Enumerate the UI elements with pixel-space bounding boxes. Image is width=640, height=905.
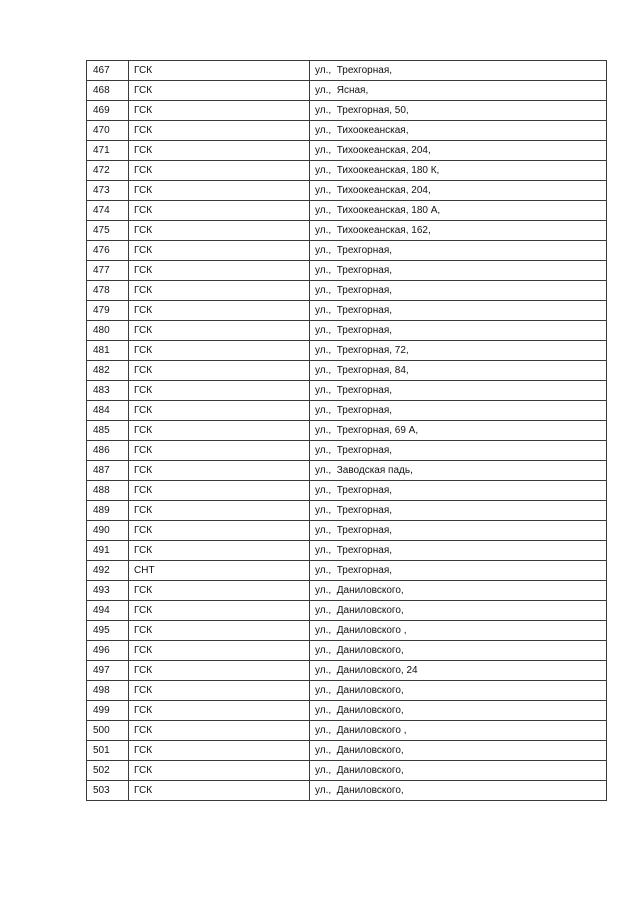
- row-number-cell: 475: [87, 221, 129, 241]
- table-row: [87, 521, 607, 541]
- table-row: [87, 381, 607, 401]
- address-cell: ул., Даниловского ,: [310, 721, 607, 741]
- address-cell: ул., Трехгорная,: [310, 321, 607, 341]
- row-number-cell: 491: [87, 541, 129, 561]
- object-type-cell: ГСК: [129, 101, 310, 121]
- row-number-cell: 487: [87, 461, 129, 481]
- address-cell: ул., Даниловского,: [310, 761, 607, 781]
- object-type-cell: СНТ: [129, 561, 310, 581]
- row-number-cell: 470: [87, 121, 129, 141]
- row-number-cell: 476: [87, 241, 129, 261]
- table-row: [87, 721, 607, 741]
- table-row: [87, 761, 607, 781]
- address-cell: ул., Трехгорная,: [310, 501, 607, 521]
- table-row: [87, 221, 607, 241]
- object-type-cell: ГСК: [129, 541, 310, 561]
- object-type-cell: ГСК: [129, 121, 310, 141]
- address-cell: ул., Даниловского,: [310, 681, 607, 701]
- table-row: [87, 581, 607, 601]
- table-row: [87, 701, 607, 721]
- address-cell: ул., Даниловского,: [310, 641, 607, 661]
- table-row: [87, 621, 607, 641]
- address-cell: ул., Трехгорная,: [310, 241, 607, 261]
- row-number-cell: 478: [87, 281, 129, 301]
- address-cell: ул., Ясная,: [310, 81, 607, 101]
- row-number-cell: 496: [87, 641, 129, 661]
- address-cell: ул., Даниловского,: [310, 581, 607, 601]
- row-number-cell: 477: [87, 261, 129, 281]
- object-type-cell: ГСК: [129, 421, 310, 441]
- address-cell: ул., Тихоокеанская, 180 К,: [310, 161, 607, 181]
- object-type-cell: ГСК: [129, 241, 310, 261]
- object-type-cell: ГСК: [129, 381, 310, 401]
- table-row: [87, 161, 607, 181]
- object-type-cell: ГСК: [129, 501, 310, 521]
- table-row: [87, 141, 607, 161]
- row-number-cell: 482: [87, 361, 129, 381]
- table-row: [87, 261, 607, 281]
- table-row: [87, 81, 607, 101]
- object-type-cell: ГСК: [129, 81, 310, 101]
- address-cell: ул., Даниловского,: [310, 701, 607, 721]
- row-number-cell: 480: [87, 321, 129, 341]
- address-cell: ул., Даниловского,: [310, 781, 607, 801]
- object-type-cell: ГСК: [129, 761, 310, 781]
- table-row: [87, 101, 607, 121]
- table-row: [87, 481, 607, 501]
- address-cell: ул., Трехгорная,: [310, 521, 607, 541]
- object-type-cell: ГСК: [129, 221, 310, 241]
- address-cell: ул., Трехгорная,: [310, 301, 607, 321]
- object-type-cell: ГСК: [129, 281, 310, 301]
- object-type-cell: ГСК: [129, 361, 310, 381]
- row-number-cell: 486: [87, 441, 129, 461]
- table-row: [87, 341, 607, 361]
- object-type-cell: ГСК: [129, 681, 310, 701]
- row-number-cell: 490: [87, 521, 129, 541]
- address-cell: ул., Даниловского, 24: [310, 661, 607, 681]
- object-type-cell: ГСК: [129, 721, 310, 741]
- table-row: [87, 121, 607, 141]
- object-type-cell: ГСК: [129, 201, 310, 221]
- object-type-cell: ГСК: [129, 521, 310, 541]
- row-number-cell: 494: [87, 601, 129, 621]
- address-cell: ул., Трехгорная, 84,: [310, 361, 607, 381]
- object-type-cell: ГСК: [129, 321, 310, 341]
- object-type-cell: ГСК: [129, 661, 310, 681]
- row-number-cell: 493: [87, 581, 129, 601]
- row-number-cell: 501: [87, 741, 129, 761]
- object-type-cell: ГСК: [129, 601, 310, 621]
- row-number-cell: 488: [87, 481, 129, 501]
- address-cell: ул., Тихоокеанская, 204,: [310, 141, 607, 161]
- address-cell: ул., Трехгорная,: [310, 441, 607, 461]
- table-row: [87, 321, 607, 341]
- table-row: [87, 461, 607, 481]
- table-row: [87, 741, 607, 761]
- address-cell: ул., Тихоокеанская, 204,: [310, 181, 607, 201]
- row-number-cell: 467: [87, 61, 129, 81]
- table-row: [87, 681, 607, 701]
- row-number-cell: 498: [87, 681, 129, 701]
- address-cell: ул., Трехгорная,: [310, 401, 607, 421]
- object-type-cell: ГСК: [129, 301, 310, 321]
- table-row: [87, 601, 607, 621]
- table-row: [87, 301, 607, 321]
- address-cell: ул., Трехгорная,: [310, 61, 607, 81]
- row-number-cell: 495: [87, 621, 129, 641]
- table-row: [87, 781, 607, 801]
- address-cell: ул., Трехгорная,: [310, 381, 607, 401]
- row-number-cell: 499: [87, 701, 129, 721]
- row-number-cell: 485: [87, 421, 129, 441]
- object-type-cell: ГСК: [129, 701, 310, 721]
- row-number-cell: 489: [87, 501, 129, 521]
- table-row: [87, 181, 607, 201]
- row-number-cell: 500: [87, 721, 129, 741]
- row-number-cell: 471: [87, 141, 129, 161]
- address-cell: ул., Тихоокеанская, 180 А,: [310, 201, 607, 221]
- row-number-cell: 492: [87, 561, 129, 581]
- table-row: [87, 661, 607, 681]
- object-type-cell: ГСК: [129, 161, 310, 181]
- object-type-cell: ГСК: [129, 401, 310, 421]
- row-number-cell: 497: [87, 661, 129, 681]
- row-number-cell: 483: [87, 381, 129, 401]
- table-row: [87, 401, 607, 421]
- object-type-cell: ГСК: [129, 641, 310, 661]
- address-cell: ул., Трехгорная, 69 А,: [310, 421, 607, 441]
- object-type-cell: ГСК: [129, 481, 310, 501]
- row-number-cell: 484: [87, 401, 129, 421]
- object-type-cell: ГСК: [129, 741, 310, 761]
- object-type-cell: ГСК: [129, 621, 310, 641]
- table-row: [87, 421, 607, 441]
- row-number-cell: 469: [87, 101, 129, 121]
- row-number-cell: 481: [87, 341, 129, 361]
- row-number-cell: 503: [87, 781, 129, 801]
- address-cell: ул., Даниловского,: [310, 601, 607, 621]
- address-cell: ул., Трехгорная,: [310, 481, 607, 501]
- registry-table-body: [87, 61, 607, 801]
- address-cell: ул., Даниловского ,: [310, 621, 607, 641]
- object-type-cell: ГСК: [129, 261, 310, 281]
- table-row: [87, 61, 607, 81]
- address-cell: ул., Тихоокеанская,: [310, 121, 607, 141]
- object-type-cell: ГСК: [129, 181, 310, 201]
- table-row: [87, 441, 607, 461]
- address-cell: ул., Трехгорная, 72,: [310, 341, 607, 361]
- object-type-cell: ГСК: [129, 581, 310, 601]
- address-cell: ул., Трехгорная,: [310, 541, 607, 561]
- object-type-cell: ГСК: [129, 461, 310, 481]
- address-cell: ул., Заводская падь,: [310, 461, 607, 481]
- address-cell: ул., Трехгорная, 50,: [310, 101, 607, 121]
- object-type-cell: ГСК: [129, 61, 310, 81]
- address-cell: ул., Тихоокеанская, 162,: [310, 221, 607, 241]
- table-row: [87, 241, 607, 261]
- table-row: [87, 201, 607, 221]
- address-cell: ул., Трехгорная,: [310, 261, 607, 281]
- row-number-cell: 502: [87, 761, 129, 781]
- table-row: [87, 641, 607, 661]
- registry-table: [86, 60, 607, 801]
- row-number-cell: 473: [87, 181, 129, 201]
- address-cell: ул., Трехгорная,: [310, 281, 607, 301]
- object-type-cell: ГСК: [129, 141, 310, 161]
- object-type-cell: ГСК: [129, 781, 310, 801]
- address-cell: ул., Трехгорная,: [310, 561, 607, 581]
- row-number-cell: 472: [87, 161, 129, 181]
- table-row: [87, 501, 607, 521]
- row-number-cell: 479: [87, 301, 129, 321]
- table-row: [87, 361, 607, 381]
- table-row: [87, 281, 607, 301]
- row-number-cell: 468: [87, 81, 129, 101]
- row-number-cell: 474: [87, 201, 129, 221]
- object-type-cell: ГСК: [129, 341, 310, 361]
- table-row: [87, 541, 607, 561]
- object-type-cell: ГСК: [129, 441, 310, 461]
- table-row: [87, 561, 607, 581]
- address-cell: ул., Даниловского,: [310, 741, 607, 761]
